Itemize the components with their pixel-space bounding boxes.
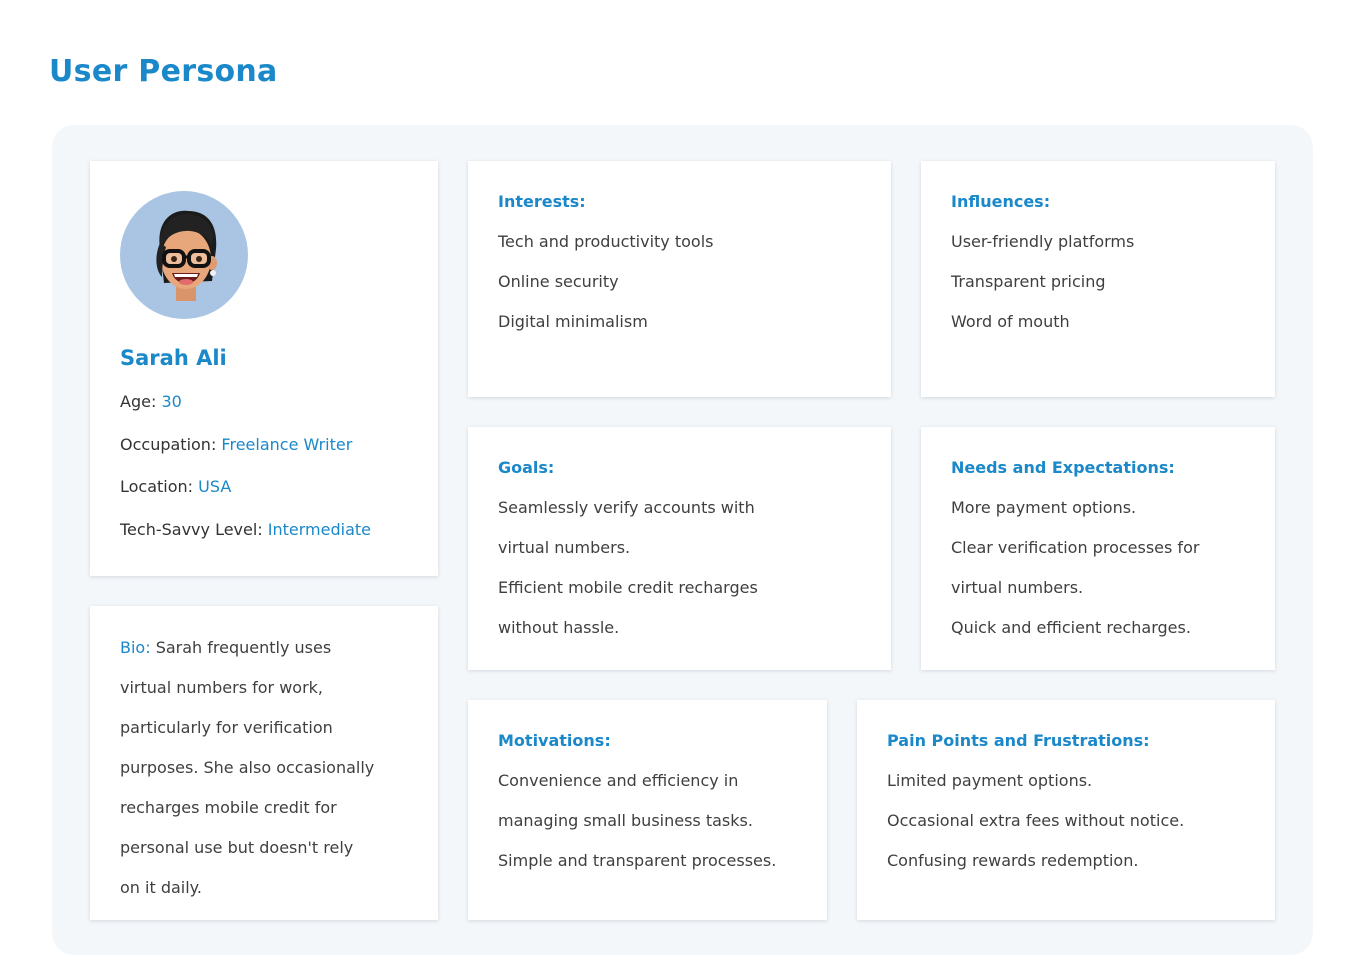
pain-points-card xyxy=(857,700,1275,920)
goals-card xyxy=(468,427,891,670)
motivations-content xyxy=(498,730,776,881)
memoji-avatar-icon xyxy=(120,191,248,319)
influences-title: Influences: xyxy=(951,192,1051,211)
list-item: Occasional extra fees without notice. xyxy=(887,811,1185,830)
goals-content xyxy=(498,457,758,648)
pain-points-list xyxy=(887,761,1184,881)
motivations-list xyxy=(498,761,776,881)
influences-list xyxy=(951,222,1134,342)
interests-card xyxy=(468,161,891,397)
interests-title: Interests: xyxy=(498,192,586,211)
fact-label: Age: xyxy=(120,392,157,411)
persona-facts xyxy=(120,392,371,563)
fact-value: Intermediate xyxy=(267,520,372,540)
fact-value: USA xyxy=(198,477,232,497)
fact-label: Occupation: xyxy=(120,434,217,454)
list-item: without hassle. xyxy=(498,618,620,637)
needs-card xyxy=(921,427,1275,670)
fact-label: Tech-Savvy Level: xyxy=(120,520,263,540)
profile-card xyxy=(90,161,438,576)
page-title: User Persona xyxy=(49,54,278,89)
needs-title: Needs and Expectations: xyxy=(951,458,1175,477)
needs-list xyxy=(951,488,1199,648)
list-item: managing small business tasks. xyxy=(498,811,753,830)
list-item: Confusing rewards redemption. xyxy=(887,851,1139,870)
bio-line xyxy=(120,628,410,668)
bio-line: on it daily. xyxy=(120,878,202,897)
motivations-title: Motivations: xyxy=(498,731,611,750)
bio-line: virtual numbers for work, xyxy=(120,678,323,697)
fact-location xyxy=(120,477,371,497)
bio-card xyxy=(90,606,438,920)
fact-label: Location: xyxy=(120,477,194,497)
fact-age xyxy=(120,392,371,412)
list-item: Convenience and efficiency in xyxy=(498,771,739,790)
bio-line-text: Sarah frequently uses xyxy=(150,638,332,657)
list-item: Online security xyxy=(498,272,619,291)
list-item: Clear verification processes for xyxy=(951,538,1200,557)
fact-value: 30 xyxy=(161,392,182,411)
fact-occupation xyxy=(120,435,371,455)
list-item: Efficient mobile credit recharges xyxy=(498,578,758,597)
bio-line: purposes. She also occasionally xyxy=(120,758,375,777)
pain-points-content xyxy=(887,730,1184,881)
bio-line: particularly for verification xyxy=(120,718,333,737)
list-item: Simple and transparent processes. xyxy=(498,851,777,870)
list-item: virtual numbers. xyxy=(498,538,631,557)
list-item: virtual numbers. xyxy=(951,578,1084,597)
needs-content xyxy=(951,457,1199,648)
list-item: More payment options. xyxy=(951,498,1137,517)
bio-line: personal use but doesn't rely xyxy=(120,838,354,857)
fact-tech-savvy xyxy=(120,520,371,540)
goals-title: Goals: xyxy=(498,458,555,477)
fact-value: Freelance Writer xyxy=(221,434,353,454)
bio-line: recharges mobile credit for xyxy=(120,798,337,817)
goals-list xyxy=(498,488,758,648)
pain-points-title: Pain Points and Frustrations: xyxy=(887,731,1150,750)
list-item: User-friendly platforms xyxy=(951,232,1135,251)
motivations-card xyxy=(468,700,827,920)
influences-card xyxy=(921,161,1275,397)
interests-list xyxy=(498,222,713,342)
list-item: Limited payment options. xyxy=(887,771,1093,790)
persona-name: Sarah Ali xyxy=(120,346,227,370)
list-item: Digital minimalism xyxy=(498,312,648,331)
list-item: Tech and productivity tools xyxy=(498,232,714,251)
bio-text xyxy=(120,628,410,908)
list-item: Word of mouth xyxy=(951,312,1070,331)
influences-content xyxy=(951,191,1134,342)
interests-content xyxy=(498,191,713,342)
bio-label: Bio: xyxy=(120,638,151,657)
list-item: Transparent pricing xyxy=(951,272,1106,291)
list-item: Seamlessly verify accounts with xyxy=(498,498,755,517)
list-item: Quick and efficient recharges. xyxy=(951,618,1191,637)
persona-panel xyxy=(52,125,1313,955)
